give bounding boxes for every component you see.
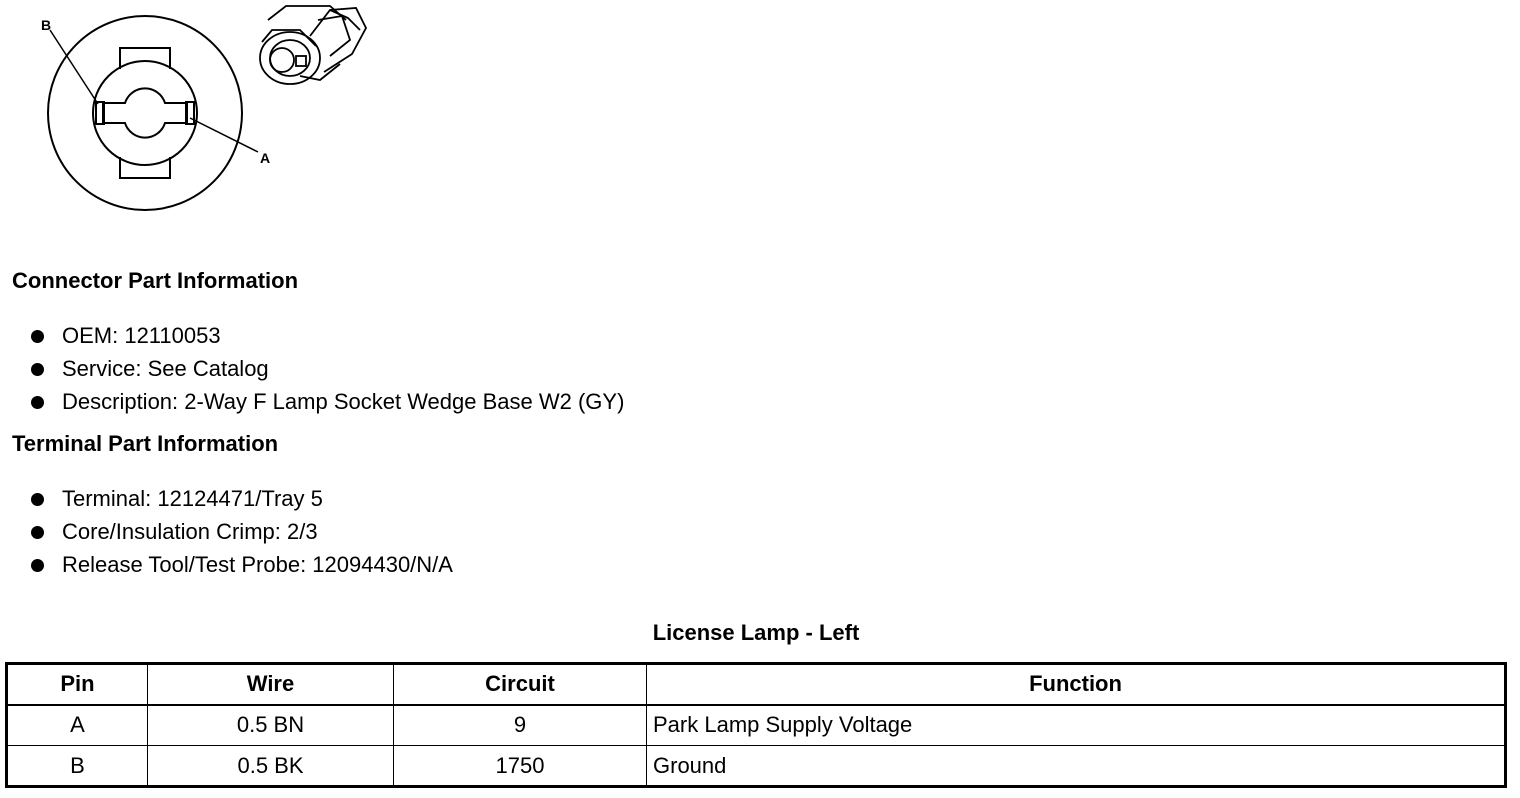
terminal-section-title: Terminal Part Information bbox=[12, 431, 279, 456]
header-function: Function bbox=[647, 664, 1506, 705]
list-item-text: Description: 2-Way F Lamp Socket Wedge Base W2 (GY) bbox=[62, 389, 625, 414]
list-item bbox=[28, 482, 453, 515]
cell-pin: B bbox=[7, 746, 148, 787]
list-item-text: Service: See Catalog bbox=[62, 356, 269, 381]
bullet-icon bbox=[31, 493, 44, 506]
cell-circuit: 9 bbox=[394, 705, 647, 746]
connector-inner-ring bbox=[93, 61, 197, 165]
cell-wire: 0.5 BN bbox=[148, 705, 394, 746]
terminal-info-list bbox=[28, 482, 453, 581]
list-item bbox=[28, 385, 624, 418]
list-item bbox=[28, 352, 624, 385]
list-item-text: OEM: 12110053 bbox=[62, 323, 221, 348]
pin-b-leader bbox=[50, 30, 98, 104]
header-wire: Wire bbox=[148, 664, 394, 705]
bullet-icon bbox=[31, 363, 44, 376]
pinout-table bbox=[5, 662, 1507, 788]
pin-a-label: A bbox=[260, 150, 271, 166]
connector-diagram bbox=[0, 0, 400, 225]
list-item bbox=[28, 515, 453, 548]
list-item-text: Core/Insulation Crimp: 2/3 bbox=[62, 519, 318, 544]
connector-cavity bbox=[103, 88, 187, 137]
list-item-text: Release Tool/Test Probe: 12094430/N/A bbox=[62, 552, 453, 577]
pin-a-leader bbox=[190, 118, 258, 152]
table-row bbox=[7, 705, 1506, 746]
cell-function: Park Lamp Supply Voltage bbox=[647, 705, 1506, 746]
bullet-icon bbox=[31, 559, 44, 572]
list-item-text: Terminal: 12124471/Tray 5 bbox=[62, 486, 323, 511]
bullet-icon bbox=[31, 526, 44, 539]
connector-outer-ring bbox=[48, 16, 242, 210]
bullet-icon bbox=[31, 396, 44, 409]
cell-circuit: 1750 bbox=[394, 746, 647, 787]
pin-b-label: B bbox=[41, 17, 52, 33]
bullet-icon bbox=[31, 330, 44, 343]
connector-section-title: Connector Part Information bbox=[12, 268, 299, 293]
connector-info-list bbox=[28, 319, 624, 418]
table-caption: License Lamp - Left bbox=[652, 620, 860, 645]
cell-function: Ground bbox=[647, 746, 1506, 787]
socket-illustration bbox=[260, 6, 366, 84]
header-circuit: Circuit bbox=[394, 664, 647, 705]
cell-pin: A bbox=[7, 705, 148, 746]
table-header-row bbox=[7, 664, 1506, 705]
table-row bbox=[7, 746, 1506, 787]
list-item bbox=[28, 548, 453, 581]
cell-wire: 0.5 BK bbox=[148, 746, 394, 787]
list-item bbox=[28, 319, 624, 352]
connector-upper-tab bbox=[120, 48, 170, 69]
connector-lower-tab bbox=[120, 157, 170, 178]
header-pin: Pin bbox=[7, 664, 148, 705]
